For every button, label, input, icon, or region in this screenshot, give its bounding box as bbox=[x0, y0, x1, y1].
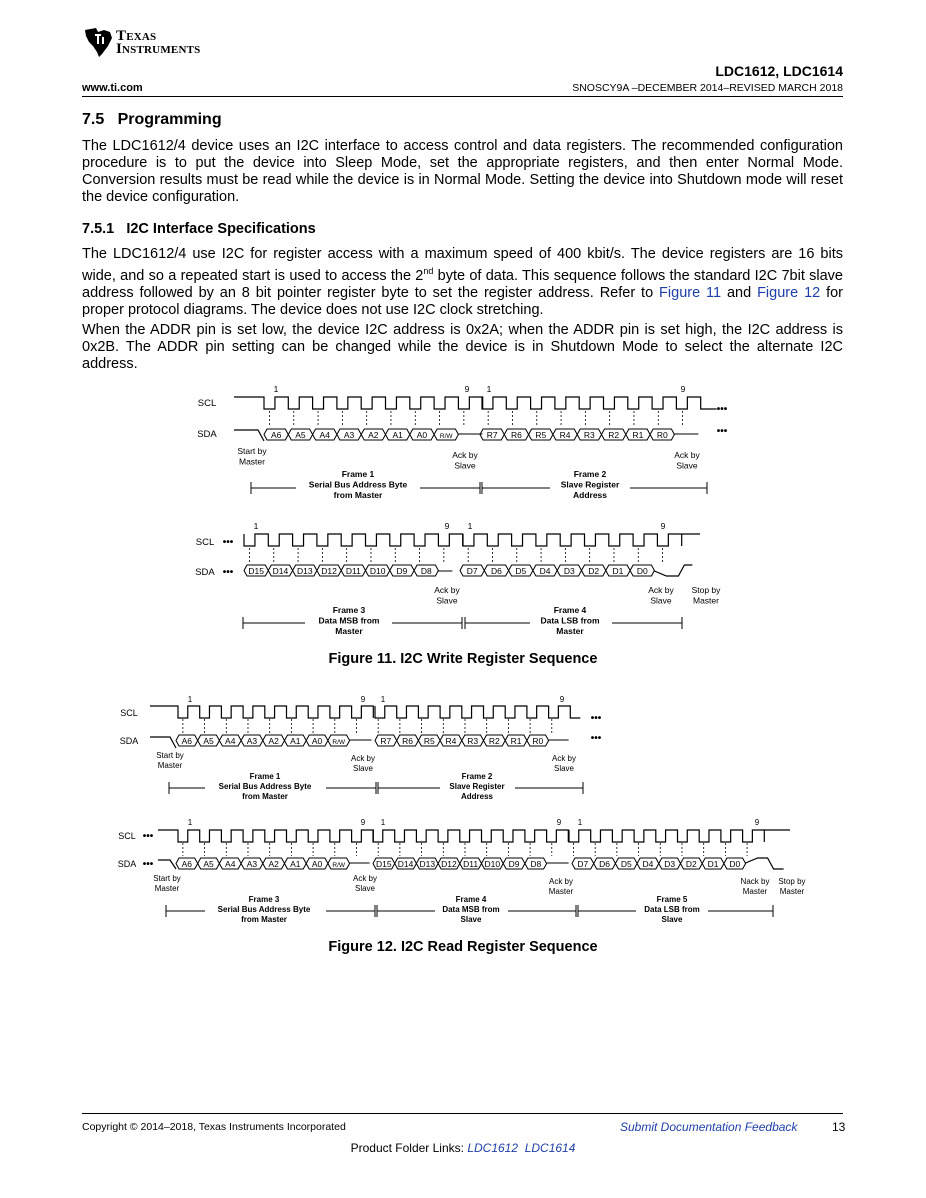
frame-3-label: from Master bbox=[241, 915, 287, 924]
sda-frame2-bit-label: R5 bbox=[535, 430, 547, 440]
frame-2-label: Address bbox=[460, 792, 494, 801]
frame-2-label: Slave Register bbox=[560, 479, 620, 490]
start-by-master-label: Start by bbox=[156, 751, 184, 760]
continuation-dots: ••• bbox=[222, 567, 234, 578]
ack-by-slave-label: Ack by bbox=[350, 754, 376, 763]
frame-3-label: Frame 3 bbox=[248, 895, 280, 904]
sda-frame4-bit-label: D12 bbox=[441, 859, 457, 869]
sda-frame1-bit-label: A6 bbox=[181, 736, 193, 746]
sda-frame4-bit-label: D0 bbox=[636, 566, 648, 576]
frame-4-label: Frame 4 bbox=[553, 605, 587, 615]
frame-3-label: Serial Bus Address Byte bbox=[217, 905, 311, 914]
sda-frame1-bit-label: A0 bbox=[416, 430, 428, 440]
sda-frame3-bit-label: A3 bbox=[246, 859, 258, 869]
sda-stop bbox=[746, 858, 784, 869]
product-folder-links: Product Folder Links: LDC1612 LDC1614 bbox=[350, 1141, 576, 1155]
frame-4-label: Data MSB from bbox=[442, 905, 500, 914]
scl-frame4 bbox=[373, 830, 568, 842]
frame-4-label: Master bbox=[556, 626, 584, 636]
continuation-dots: ••• bbox=[142, 831, 154, 842]
ack-by-slave-label: Slave bbox=[352, 764, 374, 773]
clock-9-label: 9 bbox=[680, 384, 686, 394]
website-link[interactable]: www.ti.com bbox=[82, 82, 143, 94]
sda-frame3-bit-label: D14 bbox=[272, 566, 289, 576]
sda-frame5-bit-label: D3 bbox=[664, 859, 676, 869]
sda-frame2-bit-label: R2 bbox=[488, 736, 500, 746]
sda-frame5-bit-label: D0 bbox=[729, 859, 741, 869]
sda-stop bbox=[654, 565, 692, 576]
sda-frame3-bit-label: A6 bbox=[181, 859, 193, 869]
ack-by-slave-label: Slave bbox=[436, 595, 458, 606]
ack-by-slave-label: Slave bbox=[650, 595, 672, 606]
sda-frame4-bit-label: D8 bbox=[530, 859, 542, 869]
sda-frame2-bit-label: R7 bbox=[380, 736, 392, 746]
scl-label-row2: SCL bbox=[195, 537, 215, 548]
sda-frame4-bit-label: D6 bbox=[491, 566, 502, 576]
ack-by-slave-label: Ack by bbox=[674, 450, 700, 460]
sda-frame4-bit-label: D15 bbox=[376, 859, 392, 869]
sda-frame2-bit-label: R0 bbox=[532, 736, 544, 746]
sda-frame1-bit-label: A4 bbox=[225, 736, 236, 746]
sda-frame3-bit-label: A5 bbox=[203, 859, 214, 869]
frame-1-label: Frame 1 bbox=[341, 469, 375, 479]
clock-1-label: 1 bbox=[273, 384, 279, 394]
sda-frame3-bit-label: A1 bbox=[290, 859, 301, 869]
sda-frame4-bit-label: D10 bbox=[484, 859, 501, 869]
sda-frame5-bit-label: D5 bbox=[620, 859, 632, 869]
sda-frame1-bit-label: A2 bbox=[368, 430, 379, 440]
figure-12-caption: Figure 12. I2C Read Register Sequence bbox=[328, 939, 598, 955]
sda-frame1-bit-label: R/W bbox=[332, 739, 346, 746]
ack-by-slave-label: Slave bbox=[454, 460, 476, 471]
continuation-dots: ••• bbox=[590, 733, 602, 744]
stop-by-master-label: Master bbox=[779, 887, 805, 896]
subsection-heading: 7.5.1 I2C Interface Specifications bbox=[82, 221, 316, 237]
copyright: Copyright © 2014–2018, Texas Instruments Incorporated bbox=[82, 1121, 346, 1133]
sda-frame3-bit-label: D15 bbox=[248, 566, 264, 576]
stop-by-master-label: Stop by bbox=[691, 585, 721, 595]
continuation-dots: ••• bbox=[716, 404, 728, 415]
sda-frame4-bit-label: D9 bbox=[508, 859, 520, 869]
sda-frame4-bit-label: D1 bbox=[612, 566, 624, 576]
sda-frame2-bit-label: R0 bbox=[656, 430, 668, 440]
scl-frame1 bbox=[234, 397, 483, 409]
ti-logo-text: Texas Instruments bbox=[116, 28, 201, 57]
clock-9-label: 9 bbox=[556, 818, 562, 827]
sda-frame4-bit-label: D7 bbox=[466, 566, 478, 576]
frame-5-label: Frame 5 bbox=[656, 895, 688, 904]
page-number: 13 bbox=[832, 1120, 846, 1134]
sda-frame1-bit-label: A3 bbox=[343, 430, 355, 440]
scl-label-row1: SCL bbox=[197, 398, 217, 409]
sda-frame4-bit-label: D3 bbox=[563, 566, 575, 576]
clock-1-label: 1 bbox=[486, 384, 492, 394]
figure-11-diagram bbox=[0, 375, 926, 655]
nack-by-master-label: Master bbox=[742, 887, 768, 896]
clock-1-label: 1 bbox=[467, 521, 473, 531]
subsection-paragraph-2: When the ADDR pin is set low, the device I2C address is 0x2A; when the ADDR pin is set high, the I2C address is 0x2B. The ADDR pin setting can be changed while the device is in Shutdown Mode to select the alternate I2C address. bbox=[82, 322, 843, 372]
sda-label-row1: SDA bbox=[197, 429, 217, 440]
sda-frame4-bit-label: D13 bbox=[419, 859, 436, 869]
start-by-master-label: Master bbox=[154, 884, 180, 893]
scl-frame2 bbox=[375, 706, 580, 718]
sda-frame3-bit-label: D8 bbox=[420, 566, 432, 576]
scl-frame2 bbox=[482, 397, 717, 409]
sda-frame5-bit-label: D2 bbox=[685, 859, 697, 869]
sda-frame1-bit-label: A4 bbox=[319, 430, 330, 440]
sda-frame1-bit-label: A5 bbox=[203, 736, 214, 746]
scl-frame3 bbox=[158, 830, 373, 842]
document-id: SNOSCY9A –DECEMBER 2014–REVISED MARCH 2018 bbox=[572, 82, 843, 94]
sda-frame5-bit-label: D1 bbox=[707, 859, 719, 869]
frame-3-label: Data MSB from bbox=[318, 615, 380, 626]
clock-9-label: 9 bbox=[754, 818, 760, 827]
feedback-link[interactable]: Submit Documentation Feedback bbox=[620, 1120, 798, 1134]
scl-label-row1: SCL bbox=[120, 708, 138, 718]
frame-4-label: Frame 4 bbox=[455, 895, 487, 904]
continuation-dots: ••• bbox=[590, 713, 602, 724]
sda-frame1-bit-label: A0 bbox=[311, 736, 323, 746]
sda-frame3-bit-label: A4 bbox=[225, 859, 236, 869]
sda-frame4-bit-label: D5 bbox=[515, 566, 527, 576]
sda-frame3-bit-label: D12 bbox=[321, 566, 337, 576]
frame-3-label: Master bbox=[335, 626, 363, 636]
sda-frame2-bit-label: R5 bbox=[423, 736, 435, 746]
ack-by-slave-label: Slave bbox=[676, 460, 698, 471]
scl-frame5 bbox=[569, 830, 764, 842]
footer-divider bbox=[82, 1113, 843, 1114]
clock-1-label: 1 bbox=[187, 695, 193, 704]
continuation-dots: ••• bbox=[142, 859, 154, 870]
scl-frame3 bbox=[244, 534, 463, 546]
sda-repeated-start bbox=[158, 860, 176, 869]
continuation-dots: ••• bbox=[222, 537, 234, 548]
scl-frame1 bbox=[150, 706, 373, 718]
header-divider bbox=[82, 96, 843, 97]
figure-12-link[interactable]: Figure 12 bbox=[757, 284, 821, 301]
frame-4-label: Slave bbox=[460, 915, 482, 924]
sda-frame2-bit-label: R4 bbox=[559, 430, 571, 440]
sda-frame4-bit-label: D2 bbox=[588, 566, 600, 576]
sda-frame3-bit-label: D9 bbox=[396, 566, 408, 576]
ack-by-master-label: Master bbox=[548, 887, 574, 896]
section-paragraph: The LDC1612/4 device uses an I2C interface to access control and data registers. The recommended configuration procedure is to put the device into Sleep Mode, set the appropriate registers, and then enter Normal Mode. Conversion results must be read while the device is in Normal Mode. Setting the device into Shutdown mode will reset the device configuration. bbox=[82, 138, 843, 205]
ldc1612-link[interactable]: LDC1612 bbox=[467, 1141, 519, 1155]
ack-by-slave-label: Ack by bbox=[352, 874, 378, 883]
frame-1-label: Frame 1 bbox=[249, 772, 281, 781]
ldc1614-link[interactable]: LDC1614 bbox=[524, 1141, 576, 1155]
clock-1-label: 1 bbox=[253, 521, 259, 531]
sda-frame4-bit-label: D11 bbox=[463, 859, 479, 869]
clock-9-label: 9 bbox=[360, 695, 366, 704]
frame-2-label: Frame 2 bbox=[573, 469, 607, 479]
clock-9-label: 9 bbox=[660, 521, 666, 531]
nack-by-master-label: Nack by bbox=[740, 877, 770, 886]
clock-9-label: 9 bbox=[464, 384, 470, 394]
figure-11-link[interactable]: Figure 11 bbox=[659, 284, 722, 301]
frame-2-label: Slave Register bbox=[449, 782, 505, 791]
clock-1-label: 1 bbox=[187, 818, 193, 827]
clock-9-label: 9 bbox=[444, 521, 450, 531]
frame-3-label: Frame 3 bbox=[332, 605, 366, 615]
sda-start bbox=[234, 430, 264, 441]
start-by-master-label: Master bbox=[239, 456, 265, 467]
sda-frame1-bit-label: R/W bbox=[439, 433, 453, 440]
ack-by-slave-label: Ack by bbox=[434, 585, 460, 595]
part-numbers: LDC1612, LDC1614 bbox=[715, 63, 843, 79]
sda-frame5-bit-label: D7 bbox=[577, 859, 589, 869]
sda-frame2-bit-label: R7 bbox=[486, 430, 498, 440]
start-by-master-label: Start by bbox=[237, 446, 267, 456]
frame-5-label: Slave bbox=[661, 915, 683, 924]
ack-by-master-label: Ack by bbox=[548, 877, 574, 886]
figure-12-diagram bbox=[0, 688, 926, 938]
sda-frame1-bit-label: A1 bbox=[290, 736, 301, 746]
stop-by-master-label: Master bbox=[693, 595, 719, 606]
section-heading: 7.5 Programming bbox=[82, 111, 222, 128]
sda-frame1-bit-label: A6 bbox=[270, 430, 282, 440]
frame-1-label: from Master bbox=[333, 490, 383, 500]
sda-frame3-bit-label: A2 bbox=[268, 859, 279, 869]
sda-start bbox=[150, 737, 176, 748]
sda-frame1-bit-label: A5 bbox=[295, 430, 306, 440]
sda-label-row2: SDA bbox=[195, 567, 215, 578]
clock-1-label: 1 bbox=[577, 818, 583, 827]
sda-frame3-bit-label: D13 bbox=[296, 566, 313, 576]
scl-label-row2: SCL bbox=[118, 831, 136, 841]
ack-by-slave-label: Slave bbox=[553, 764, 575, 773]
frame-1-label: from Master bbox=[242, 792, 288, 801]
sda-frame1-bit-label: A3 bbox=[246, 736, 258, 746]
ack-by-slave-label: Slave bbox=[354, 884, 376, 893]
clock-9-label: 9 bbox=[559, 695, 565, 704]
sda-frame3-bit-label: A0 bbox=[311, 859, 323, 869]
sda-frame3-bit-label: D10 bbox=[369, 566, 386, 576]
sda-frame5-bit-label: D6 bbox=[599, 859, 610, 869]
figure-11-caption: Figure 11. I2C Write Register Sequence bbox=[328, 651, 598, 667]
ack-by-slave-label: Ack by bbox=[452, 450, 478, 460]
sda-frame1-bit-label: A2 bbox=[268, 736, 279, 746]
sda-label-row2: SDA bbox=[117, 859, 137, 869]
ack-by-slave-label: Ack by bbox=[551, 754, 577, 763]
frame-2-label: Address bbox=[572, 490, 608, 500]
clock-9-label: 9 bbox=[360, 818, 366, 827]
frame-4-label: Data LSB from bbox=[540, 615, 600, 626]
sda-frame3-bit-label: D11 bbox=[345, 566, 361, 576]
sda-label-row1: SDA bbox=[119, 736, 139, 746]
sda-frame2-bit-label: R3 bbox=[467, 736, 479, 746]
frame-2-label: Frame 2 bbox=[461, 772, 493, 781]
ack-by-slave-label: Ack by bbox=[648, 585, 674, 595]
sda-frame5-bit-label: D4 bbox=[642, 859, 654, 869]
frame-1-label: Serial Bus Address Byte bbox=[218, 782, 312, 791]
clock-1-label: 1 bbox=[380, 695, 386, 704]
start-by-master-label: Start by bbox=[153, 874, 181, 883]
sda-frame2-bit-label: R6 bbox=[402, 736, 413, 746]
sda-frame4-bit-label: D14 bbox=[397, 859, 414, 869]
clock-1-label: 1 bbox=[380, 818, 386, 827]
sda-frame2-bit-label: R1 bbox=[510, 736, 522, 746]
frame-5-label: Data LSB from bbox=[644, 905, 700, 914]
sda-frame2-bit-label: R4 bbox=[445, 736, 457, 746]
sda-frame2-bit-label: R1 bbox=[632, 430, 644, 440]
sda-frame2-bit-label: R2 bbox=[608, 430, 620, 440]
sda-frame3-bit-label: R/W bbox=[332, 862, 346, 869]
sda-frame2-bit-label: R3 bbox=[583, 430, 595, 440]
sda-frame2-bit-label: R6 bbox=[511, 430, 522, 440]
frame-1-label: Serial Bus Address Byte bbox=[308, 479, 408, 490]
sda-frame4-bit-label: D4 bbox=[539, 566, 551, 576]
scl-frame4 bbox=[463, 534, 682, 546]
subsection-paragraph-1: The LDC1612/4 use I2C for register access with a maximum speed of 400 kbit/s. The device registers are 16 bits wide, and so a repeated start is used to access the 2nd byte of data. This sequence follows the standard I2C 7bit slave address followed by an 8 bit pointer register byte to set the register address. Refer to Figure 11 and Figure 12 for proper protocol diagrams. The device does not use I2C clock stretching. bbox=[82, 246, 844, 318]
ti-logo-icon bbox=[82, 24, 116, 58]
stop-by-master-label: Stop by bbox=[778, 877, 806, 886]
start-by-master-label: Master bbox=[157, 761, 183, 770]
sda-frame1-bit-label: A1 bbox=[392, 430, 403, 440]
continuation-dots: ••• bbox=[716, 426, 728, 437]
